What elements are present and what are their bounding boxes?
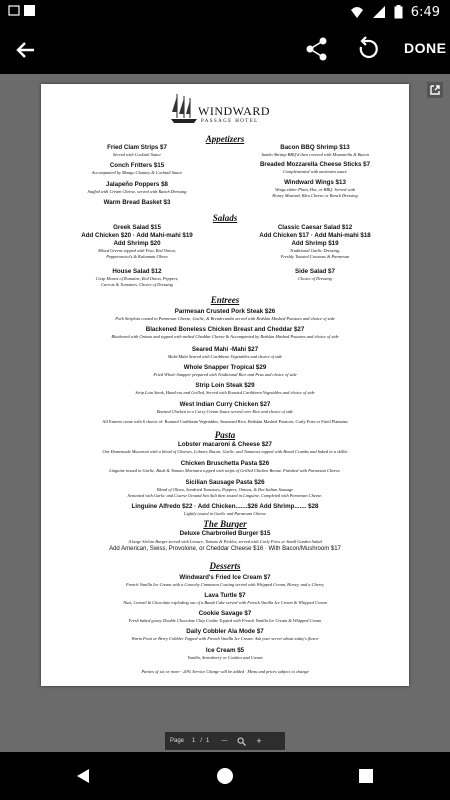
menu-item-desc: Fresh baked gooey Double Chocolate Chip Cookie Topped with French Vanilla Ice Cream & Whipped Cream bbox=[128, 618, 322, 623]
menu-item-desc: Jumbo Shrimp BBQ'd then covered with Mozzarella & Bacon bbox=[261, 152, 369, 157]
signal-icon bbox=[372, 5, 386, 19]
section-pasta: Pasta bbox=[214, 430, 236, 440]
notification-icon bbox=[8, 4, 38, 18]
page-total: 1 bbox=[206, 738, 210, 744]
menu-item-desc: Strip Loin Steak, Hand-cut and Grilled, Served with Roasted Caribbean Vegetables and choice of side bbox=[135, 390, 315, 395]
menu-item-desc: Pepperoncini's & Kalamata Olives bbox=[106, 254, 168, 259]
menu-item-desc: Stuffed with Cream Cheese, served with Ranch Dressing bbox=[87, 189, 187, 194]
menu-footer: Parties of six or more - 20% Service Charge will be added · Menu and prices subject to change bbox=[141, 669, 309, 674]
menu-item: Classic Caesar Salad $12 bbox=[277, 224, 353, 231]
menu-item: Seared Mahi -Mahi $27 bbox=[191, 346, 259, 353]
burger-addons: Add American, Swiss, Provolone, or Cheddar Cheese $16 · With Bacon/Mushroom $17 bbox=[109, 546, 341, 552]
page-separator: / bbox=[200, 738, 203, 744]
zoom-icon[interactable] bbox=[237, 737, 246, 746]
menu-item-desc: A large Sirloin Burger served with Lettuce, Tomato & Pickles, served with Curly Fries or Small Garden Salad bbox=[128, 539, 322, 544]
menu-item-desc: French Vanilla Ice Cream with a Crunchy Cinnamon Coating served with Whipped Cream, Honey, and a Cherry bbox=[125, 582, 325, 587]
hotel-logo bbox=[171, 92, 291, 132]
nav-home-icon[interactable] bbox=[216, 767, 234, 785]
share-icon[interactable] bbox=[304, 36, 330, 62]
menu-item: Greek Salad $15 bbox=[113, 224, 161, 231]
menu-item: Deluxe Charbroiled Burger $15 bbox=[179, 530, 271, 537]
menu-item-desc: Our Homemade Macaroni with a blend of Cheeses, Lobster, Bacon, Garlic, and Tomatoes topped with Bread Crumbs and baked in a skillet bbox=[102, 449, 348, 454]
nav-recents-icon[interactable] bbox=[358, 768, 374, 784]
menu-item-desc: Mahi-Mahi Seared with Caribbean Vegetables and choice of side bbox=[167, 354, 283, 359]
menu-item-desc: Warm Fruit or Berry Cobbler Topped with French Vanilla Ice Cream. Ask your server about today's flavor bbox=[131, 636, 319, 641]
menu-item: Add Chicken $20 · Add Mahi-mahi $19 bbox=[81, 232, 193, 239]
menu-item: West Indian Curry Chicken $27 bbox=[179, 401, 271, 408]
menu-item-desc: Wings either Plain, Hot, or BBQ. Served with bbox=[275, 187, 355, 192]
menu-item-desc: Nuts, Carmel & Chocolate exploding out of a Bundt Cake served with French Vanilla Ice Cream & Whipped Cream bbox=[123, 600, 327, 605]
menu-item: Add Shrimp $19 bbox=[291, 240, 339, 247]
menu-item: Daily Cobbler Ala Mode $7 bbox=[186, 628, 264, 635]
back-arrow-icon[interactable] bbox=[12, 36, 40, 64]
menu-item-desc: Braised Chicken in a Curry Cream Sauce served over Rice and choice of side bbox=[156, 409, 294, 414]
zoom-in-button[interactable]: + bbox=[256, 736, 262, 746]
menu-item-desc: Carrots & Tomatoes. Choice of Dressing bbox=[101, 282, 173, 287]
menu-item-desc: Crisp Hearts of Romaine, Red Onion, Peppers, bbox=[95, 276, 179, 281]
menu-item: Warm Bread Basket $3 bbox=[103, 199, 171, 206]
menu-item: Chicken Bruschetta Pasta $26 bbox=[180, 460, 270, 467]
menu-item: House Salad $12 bbox=[112, 268, 162, 275]
menu-item: Side Salad $7 bbox=[295, 268, 335, 275]
menu-item: Jalapeño Poppers $8 bbox=[106, 181, 168, 188]
menu-item: Whole Snapper Tropical $29 bbox=[183, 364, 267, 371]
menu-item-desc: Freshly Toasted Croutons & Parmesan bbox=[280, 254, 350, 259]
page-toolbar bbox=[165, 732, 285, 750]
menu-item: Conch Fritters $15 bbox=[109, 162, 165, 169]
menu-item-desc: Choice of Dressing bbox=[298, 276, 332, 281]
menu-item-desc: Traditional Garlic Dressing, bbox=[289, 248, 341, 253]
logo-subtitle: PASSAGE HOTEL bbox=[201, 119, 259, 124]
menu-page bbox=[41, 84, 409, 686]
menu-item-desc: Fried Whole Snapper prepared with Traditional Rice and Peas and choice of side bbox=[153, 372, 297, 377]
menu-item: Bacon BBQ Shrimp $13 bbox=[280, 144, 350, 151]
undo-icon[interactable] bbox=[355, 35, 381, 63]
wifi-icon bbox=[350, 5, 364, 19]
page-current-input[interactable]: 1 bbox=[192, 738, 196, 744]
section-appetizers: Appetizers bbox=[205, 134, 245, 144]
menu-item-desc: Lightly tossed in Garlic and Parmesan Cheese bbox=[184, 511, 266, 516]
menu-item: Lobster macaroni & Cheese $27 bbox=[178, 441, 272, 448]
page-label: Page bbox=[170, 738, 185, 744]
menu-item-desc: Accompanied by Mango Chutney & Cocktail Sauce bbox=[91, 170, 183, 175]
status-bar bbox=[0, 0, 450, 24]
menu-item-desc: Complemented with marinara sauce bbox=[283, 169, 347, 174]
menu-item-desc: Mixed Greens topped with Feta, Red Onion, bbox=[98, 248, 176, 253]
menu-item: Fried Clam Strips $7 bbox=[107, 144, 167, 151]
menu-item-desc: Blackened with Onions and topped with melted Cheddar Cheese & Accompanied by Redskin Mashed Potatoes and choice of side bbox=[111, 334, 339, 339]
app-bar bbox=[0, 24, 450, 74]
section-salads: Salads bbox=[212, 213, 238, 223]
menu-item-desc: Served with Cocktail Sauce bbox=[112, 152, 162, 157]
menu-item-desc: Honey Mustard, Bleu Cheese or Ranch Dressing bbox=[272, 193, 358, 198]
menu-item-desc: Linguine tossed in Garlic, Basil & Tomato Marinara topped with strips of Grilled Chicken Breast. Finished with Parmesan Cheese. bbox=[109, 468, 341, 473]
notification-icons bbox=[8, 4, 38, 22]
section-desserts: Desserts bbox=[209, 561, 241, 571]
done-button[interactable]: DONE bbox=[404, 40, 447, 56]
sailboat-icon bbox=[171, 92, 197, 124]
menu-item-desc: Seasoned with Garlic and Coarse Ground Sea Salt then tossed in Linguine, Completed with Parmesan Cheese. bbox=[127, 493, 323, 498]
menu-item: Sicilian Sausage Pasta $26 bbox=[185, 479, 265, 486]
menu-item-desc: Vanilla, Strawberry or Cookies and Cream bbox=[187, 655, 263, 660]
menu-item: Add Shrimp $20 bbox=[113, 240, 161, 247]
menu-item: Linguine Alfredo $22 · Add Chicken.......$26 Add Shrimp....... $28 bbox=[131, 503, 319, 510]
system-nav-bar bbox=[0, 752, 450, 800]
battery-icon bbox=[394, 5, 403, 19]
section-burger: The Burger bbox=[203, 519, 247, 529]
menu-item: Cookie Savage $7 bbox=[198, 610, 252, 617]
menu-item: Blackened Boneless Chicken Breast and Cheddar $27 bbox=[145, 326, 305, 333]
menu-item: Add Chicken $17 · Add Mahi-mahi $18 bbox=[259, 232, 371, 239]
open-external-icon[interactable] bbox=[427, 82, 443, 98]
zoom-out-button[interactable]: — bbox=[221, 738, 228, 744]
logo-name: WINDWARD bbox=[198, 104, 270, 118]
clock: 6:49 bbox=[410, 4, 440, 20]
menu-item-desc: Pork Striploin coated in Parmesan Cheese, Garlic, & Breadcrumbs served with Redskin Mashed Potatoes and choice of side bbox=[115, 316, 335, 321]
nav-back-icon[interactable] bbox=[75, 768, 91, 784]
menu-item-desc: Blend of Olives, Sundried Tomatoes, Peppers, Onions, & Hot Italian Sausage bbox=[156, 487, 294, 492]
menu-item: Windward Wings $13 bbox=[284, 179, 346, 186]
menu-item: Ice Cream $5 bbox=[205, 647, 245, 654]
entrees-note: All Entrees come with 6 choice of: Roasted Caribbean Vegetables, Seasoned Rice, Redskin Mashed Potatoes, Curly Fries or Fried Plantains bbox=[102, 419, 348, 424]
menu-item: Strip Loin Steak $29 bbox=[195, 382, 255, 389]
menu-item: Breaded Mozzarella Cheese Sticks $7 bbox=[259, 161, 371, 168]
section-entrees: Entrees bbox=[210, 295, 240, 305]
menu-item: Lava Turtle $7 bbox=[204, 592, 246, 599]
menu-item: Windward's Fried Ice Cream $7 bbox=[179, 574, 271, 581]
menu-item: Parmesan Crusted Pork Steak $26 bbox=[174, 308, 276, 315]
